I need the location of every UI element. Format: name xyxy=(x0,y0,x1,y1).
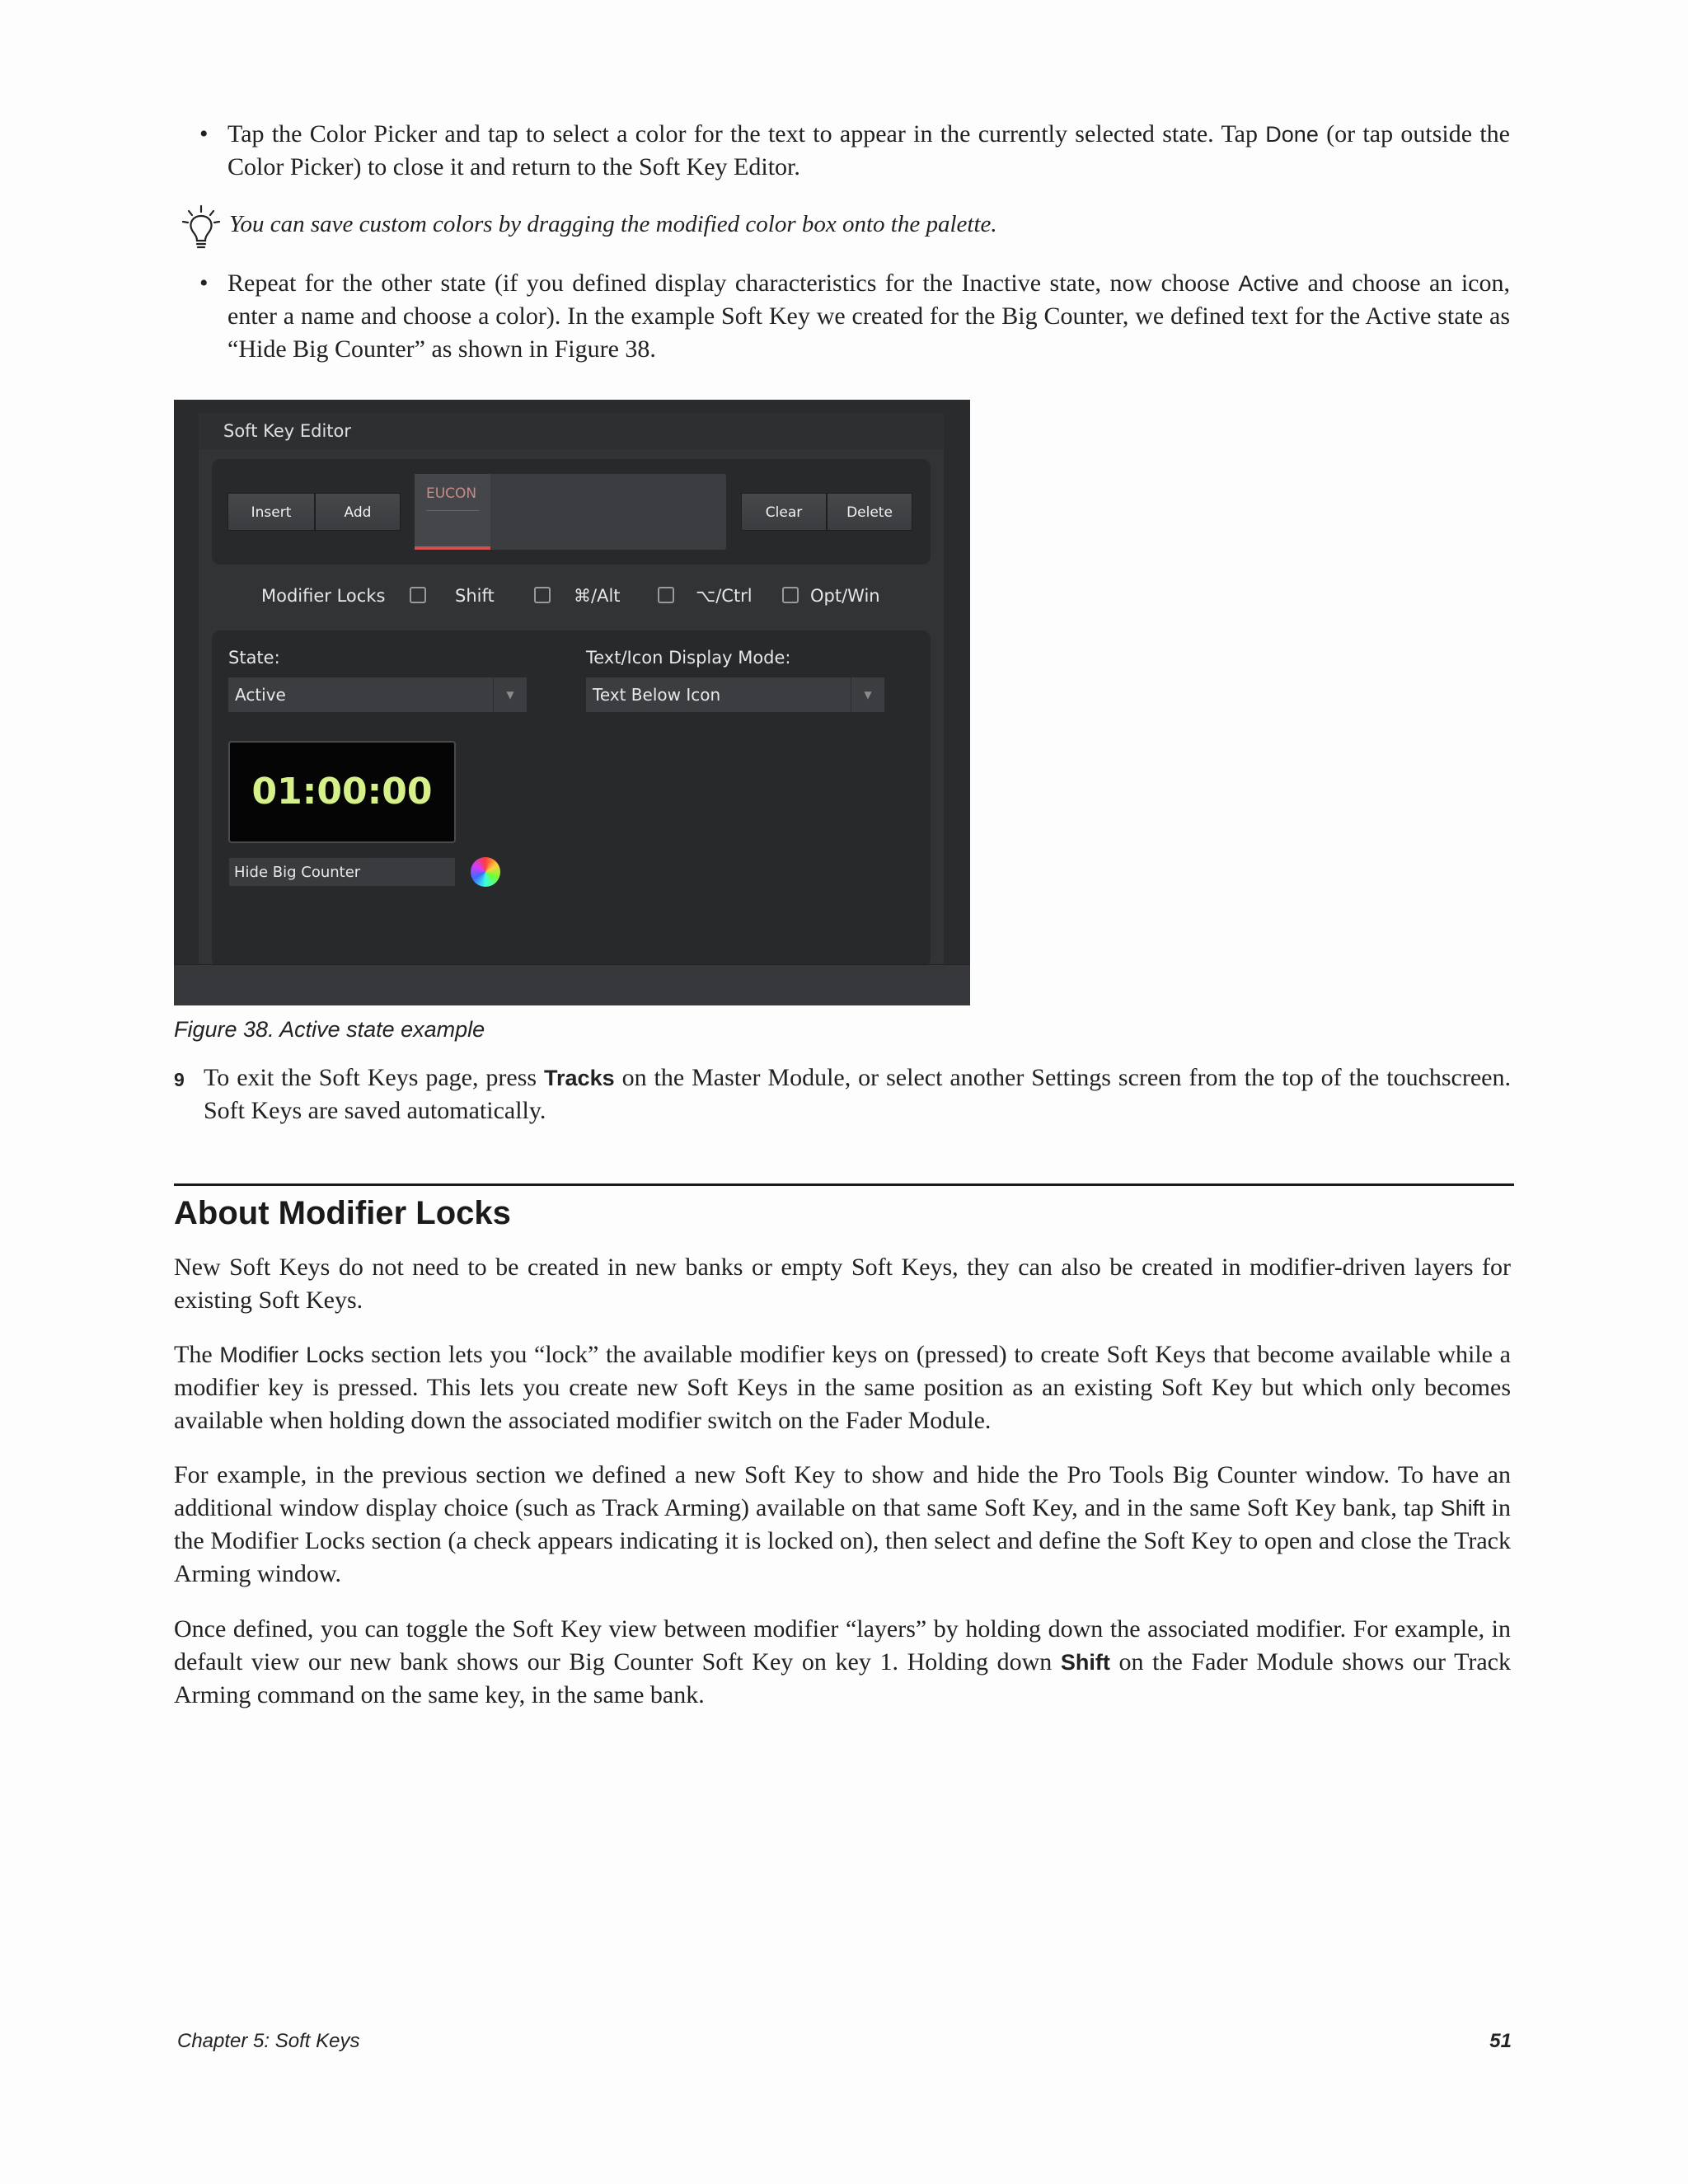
section-paragraph-2 xyxy=(174,1338,1511,1437)
text: on the Master Module, or select another Settings screen from the top of the touchscreen. Soft Keys are saved automatically. xyxy=(204,1064,1511,1124)
ui-term-shift-bold: Shift xyxy=(1060,1650,1110,1675)
state-select[interactable] xyxy=(228,677,527,712)
name-field[interactable] xyxy=(228,857,456,887)
shift-label: Shift xyxy=(455,586,495,606)
eucon-label: EUCON xyxy=(426,485,477,502)
soft-key-editor-screenshot xyxy=(174,400,970,1005)
window-bottom-bar xyxy=(174,964,970,1005)
soft-key-preview-strip[interactable] xyxy=(415,474,726,550)
counter-text: 01:00:00 xyxy=(251,771,433,813)
ui-term-active: Active xyxy=(1238,271,1299,296)
shift-checkbox[interactable] xyxy=(410,587,426,603)
window-title: Soft Key Editor xyxy=(199,413,944,449)
color-picker-icon[interactable] xyxy=(471,857,500,887)
state-value: Active xyxy=(235,685,286,705)
section-heading: About Modifier Locks xyxy=(174,1195,511,1231)
text: Tap the Color Picker and tap to select a color for the text to appear in the currently selected state. Tap xyxy=(227,120,1266,148)
text: (or tap outside the Color Picker) to close it and return to the Soft Key Editor. xyxy=(227,120,1510,180)
cmd-alt-label: ⌘/Alt xyxy=(574,586,621,606)
text: The xyxy=(174,1341,220,1368)
chevron-down-icon: ▼ xyxy=(493,677,527,712)
section-paragraph-3 xyxy=(174,1459,1511,1591)
clear-button[interactable]: Clear xyxy=(741,493,827,531)
text: in the Modifier Locks section (a check appears indicating it is locked on), then select and define the Soft Key to open and close the Track Arming window. xyxy=(174,1494,1511,1587)
text: Repeat for the other state (if you defined display characteristics for the Inactive state, now choose xyxy=(227,269,1239,297)
insert-button[interactable]: Insert xyxy=(227,493,315,531)
bullet-paragraph-repeat xyxy=(227,267,1510,366)
bullet-marker: • xyxy=(199,120,209,148)
chevron-down-icon: ▼ xyxy=(851,677,884,712)
text: For example, in the previous section we defined a new Soft Key to show and hide the Pro Tools Big Counter window. To have an additional window display choice (such as Track Arming) available on that same Soft Key, and in the same Soft Key bank, tap xyxy=(174,1461,1511,1521)
footer-page-number: 51 xyxy=(1489,2030,1512,2052)
modifier-locks-label: Modifier Locks xyxy=(261,586,386,606)
opt-win-checkbox[interactable] xyxy=(782,587,799,603)
text: To exit the Soft Keys page, press xyxy=(204,1064,545,1091)
text: on the Fader Module shows our Track Arming command on the same key, in the same bank. xyxy=(174,1648,1512,1708)
cmd-alt-checkbox[interactable] xyxy=(534,587,551,603)
text: and choose an icon, enter a name and choose a color). In the example Soft Key we created for the Big Counter, we defined text for the Active state as “Hide Big Counter” as shown in Figure 38. xyxy=(227,269,1511,363)
preview-underline xyxy=(426,510,479,511)
ui-term-shift: Shift xyxy=(1440,1496,1485,1521)
display-mode-value: Text Below Icon xyxy=(593,685,721,705)
bullet-paragraph-color-picker xyxy=(227,118,1510,184)
tip-text: You can save custom colors by dragging the modified color box onto the palette. xyxy=(229,211,997,237)
footer-chapter: Chapter 5: Soft Keys xyxy=(177,2030,360,2052)
lightbulb-icon xyxy=(180,204,223,252)
editor-panel xyxy=(199,449,944,977)
figure-caption: Figure 38. Active state example xyxy=(174,1017,485,1042)
state-label: State: xyxy=(228,648,280,668)
soft-key-preview-slot[interactable] xyxy=(415,474,490,550)
opt-win-label: Opt/Win xyxy=(810,586,880,606)
ui-term-tracks: Tracks xyxy=(544,1066,615,1090)
opt-ctrl-label: ⌥/Ctrl xyxy=(696,586,753,606)
section-paragraph-1: New Soft Keys do not need to be created in new banks or empty Soft Keys, they can also be created in modifier-driven layers for existing Soft Keys. xyxy=(174,1254,1511,1314)
step-number: 9 xyxy=(174,1069,185,1090)
soft-key-icon-preview[interactable] xyxy=(228,741,456,843)
opt-ctrl-checkbox[interactable] xyxy=(658,587,674,603)
display-mode-label: Text/Icon Display Mode: xyxy=(586,648,791,668)
section-paragraph-4 xyxy=(174,1613,1511,1712)
text: section lets you “lock” the available modifier keys on (pressed) to create Soft Keys that become available while a modifier key is pressed. This lets you create new Soft Keys in the same position as an existing Soft Key but which only becomes available when holding down the associated modifier switch on the Fader Module. xyxy=(174,1341,1511,1434)
name-field-value: Hide Big Counter xyxy=(234,864,361,881)
bullet-marker: • xyxy=(199,269,209,297)
display-mode-select[interactable] xyxy=(586,677,884,712)
section-divider xyxy=(174,1183,1514,1186)
ui-term-done: Done xyxy=(1265,122,1319,147)
ui-term-modifier-locks: Modifier Locks xyxy=(219,1343,364,1367)
selected-indicator xyxy=(415,546,490,550)
delete-button[interactable]: Delete xyxy=(827,493,912,531)
step-paragraph xyxy=(204,1062,1511,1127)
add-button[interactable]: Add xyxy=(315,493,401,531)
text: Once defined, you can toggle the Soft Key view between modifier “layers” by holding down the associated modifier. For example, in default view our new bank shows our Big Counter Soft Key on key 1. Holding down xyxy=(174,1615,1511,1675)
